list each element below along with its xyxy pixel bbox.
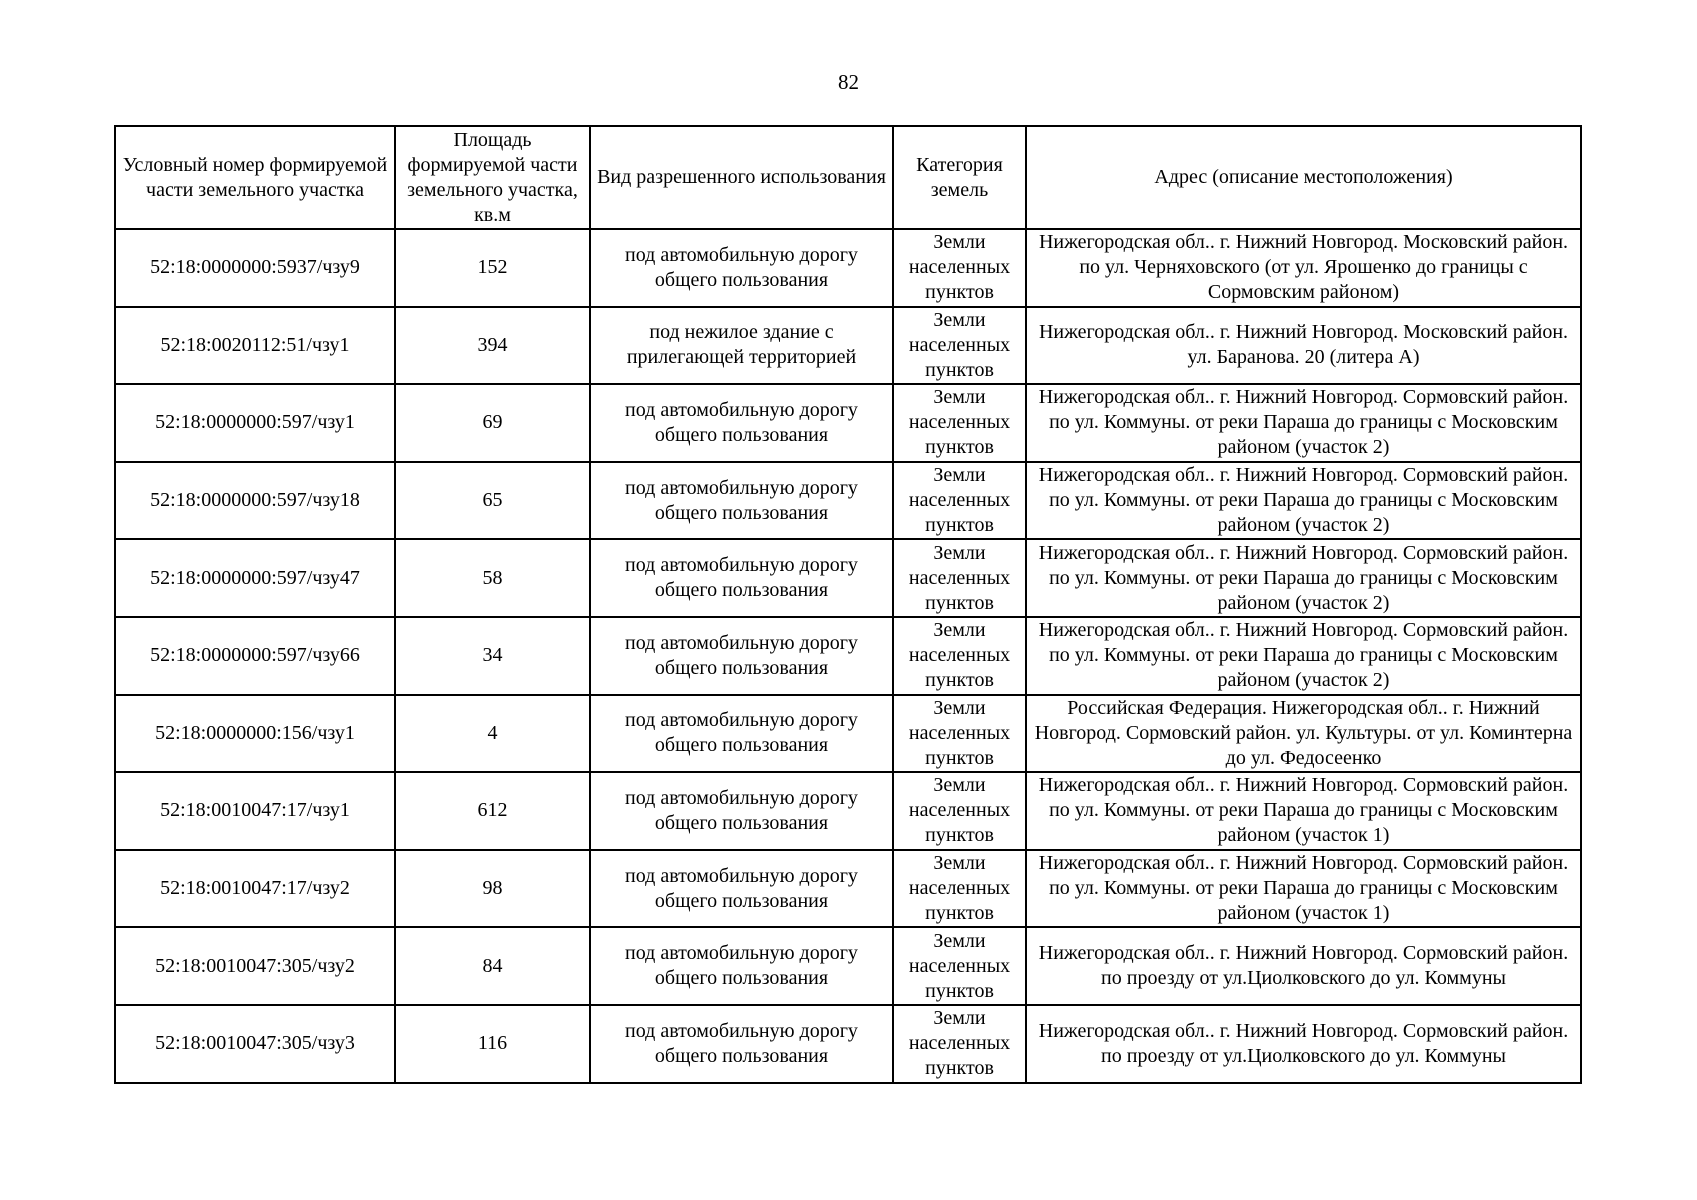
- table-row: [115, 229, 1581, 307]
- cell-parcel-number: 52:18:0010047:305/чзу2: [115, 927, 395, 1005]
- cell-area: 4: [395, 695, 590, 773]
- cell-permitted-use: под автомобильную дорогу общего пользования: [590, 772, 893, 850]
- table-row: [115, 772, 1581, 850]
- cell-land-category: Земли населенных пунктов: [893, 850, 1026, 928]
- cell-address: Нижегородская обл.. г. Нижний Новгород. Сормовский район. по ул. Коммуны. от реки Параша до границы с Московским районом (участок 2): [1026, 539, 1581, 617]
- header-permitted-use: Вид разрешенного использования: [590, 126, 893, 229]
- cell-land-category: Земли населенных пунктов: [893, 1005, 1026, 1083]
- cell-permitted-use: под автомобильную дорогу общего пользования: [590, 229, 893, 307]
- cell-land-category: Земли населенных пунктов: [893, 539, 1026, 617]
- header-parcel-number: Условный номер формируемой части земельного участка: [115, 126, 395, 229]
- cell-permitted-use: под автомобильную дорогу общего пользования: [590, 384, 893, 462]
- cell-area: 394: [395, 307, 590, 385]
- table-row: [115, 307, 1581, 385]
- cell-area: 65: [395, 462, 590, 540]
- cell-permitted-use: под автомобильную дорогу общего пользования: [590, 927, 893, 1005]
- cell-land-category: Земли населенных пунктов: [893, 695, 1026, 773]
- cell-area: 58: [395, 539, 590, 617]
- cell-permitted-use: под автомобильную дорогу общего пользования: [590, 617, 893, 695]
- cell-permitted-use: под нежилое здание с прилегающей территорией: [590, 307, 893, 385]
- cell-area: 152: [395, 229, 590, 307]
- cell-address: Нижегородская обл.. г. Нижний Новгород. Сормовский район. по ул. Коммуны. от реки Параша до границы с Московским районом (участок 2): [1026, 617, 1581, 695]
- cell-parcel-number: 52:18:0000000:156/чзу1: [115, 695, 395, 773]
- cell-land-category: Земли населенных пунктов: [893, 462, 1026, 540]
- cell-address: Российская Федерация. Нижегородская обл.. г. Нижний Новгород. Сормовский район. ул. Культуры. от ул. Коминтерна до ул. Федосеенко: [1026, 695, 1581, 773]
- cell-address: Нижегородская обл.. г. Нижний Новгород. Сормовский район. по проезду от ул.Циолковского до ул. Коммуны: [1026, 927, 1581, 1005]
- table-row: [115, 695, 1581, 773]
- cell-land-category: Земли населенных пунктов: [893, 927, 1026, 1005]
- page-number: 82: [838, 70, 859, 94]
- cell-address: Нижегородская обл.. г. Нижний Новгород. Сормовский район. по ул. Коммуны. от реки Параша до границы с Московским районом (участок 2): [1026, 384, 1581, 462]
- cell-permitted-use: под автомобильную дорогу общего пользования: [590, 850, 893, 928]
- cell-permitted-use: под автомобильную дорогу общего пользования: [590, 695, 893, 773]
- cell-parcel-number: 52:18:0000000:597/чзу18: [115, 462, 395, 540]
- cell-address: Нижегородская обл.. г. Нижний Новгород. Сормовский район. по ул. Коммуны. от реки Параша до границы с Московским районом (участок 1): [1026, 850, 1581, 928]
- cell-area: 34: [395, 617, 590, 695]
- table-row: [115, 539, 1581, 617]
- cell-land-category: Земли населенных пунктов: [893, 617, 1026, 695]
- header-area: Площадь формируемой части земельного участка, кв.м: [395, 126, 590, 229]
- header-address: Адрес (описание местоположения): [1026, 126, 1581, 229]
- cell-area: 84: [395, 927, 590, 1005]
- cell-parcel-number: 52:18:0000000:597/чзу1: [115, 384, 395, 462]
- cell-area: 612: [395, 772, 590, 850]
- cell-land-category: Земли населенных пунктов: [893, 772, 1026, 850]
- table-row: [115, 462, 1581, 540]
- cell-permitted-use: под автомобильную дорогу общего пользования: [590, 539, 893, 617]
- cell-permitted-use: под автомобильную дорогу общего пользования: [590, 462, 893, 540]
- cell-address: Нижегородская обл.. г. Нижний Новгород. Сормовский район. по ул. Коммуны. от реки Параша до границы с Московским районом (участок 1): [1026, 772, 1581, 850]
- cell-land-category: Земли населенных пунктов: [893, 384, 1026, 462]
- cell-address: Нижегородская обл.. г. Нижний Новгород. Московский район. ул. Баранова. 20 (литера А): [1026, 307, 1581, 385]
- cell-address: Нижегородская обл.. г. Нижний Новгород. Сормовский район. по проезду от ул.Циолковского до ул. Коммуны: [1026, 1005, 1581, 1083]
- cell-area: 98: [395, 850, 590, 928]
- cell-parcel-number: 52:18:0000000:597/чзу47: [115, 539, 395, 617]
- table-row: [115, 1005, 1581, 1083]
- cell-land-category: Земли населенных пунктов: [893, 307, 1026, 385]
- cell-parcel-number: 52:18:0010047:17/чзу1: [115, 772, 395, 850]
- cell-address: Нижегородская обл.. г. Нижний Новгород. Сормовский район. по ул. Коммуны. от реки Параша до границы с Московским районом (участок 2): [1026, 462, 1581, 540]
- cell-parcel-number: 52:18:0010047:305/чзу3: [115, 1005, 395, 1083]
- table-row: [115, 927, 1581, 1005]
- cell-land-category: Земли населенных пунктов: [893, 229, 1026, 307]
- table-row: [115, 850, 1581, 928]
- cell-address: Нижегородская обл.. г. Нижний Новгород. Московский район. по ул. Черняховского (от ул. Ярошенко до границы с Сормовским районом): [1026, 229, 1581, 307]
- cell-area: 116: [395, 1005, 590, 1083]
- cell-parcel-number: 52:18:0010047:17/чзу2: [115, 850, 395, 928]
- cell-parcel-number: 52:18:0020112:51/чзу1: [115, 307, 395, 385]
- table-header-row: [115, 126, 1581, 229]
- land-parcels-table: [114, 125, 1582, 1084]
- table-row: [115, 384, 1581, 462]
- cell-permitted-use: под автомобильную дорогу общего пользования: [590, 1005, 893, 1083]
- table-row: [115, 617, 1581, 695]
- header-land-category: Категория земель: [893, 126, 1026, 229]
- cell-area: 69: [395, 384, 590, 462]
- cell-parcel-number: 52:18:0000000:597/чзу66: [115, 617, 395, 695]
- cell-parcel-number: 52:18:0000000:5937/чзу9: [115, 229, 395, 307]
